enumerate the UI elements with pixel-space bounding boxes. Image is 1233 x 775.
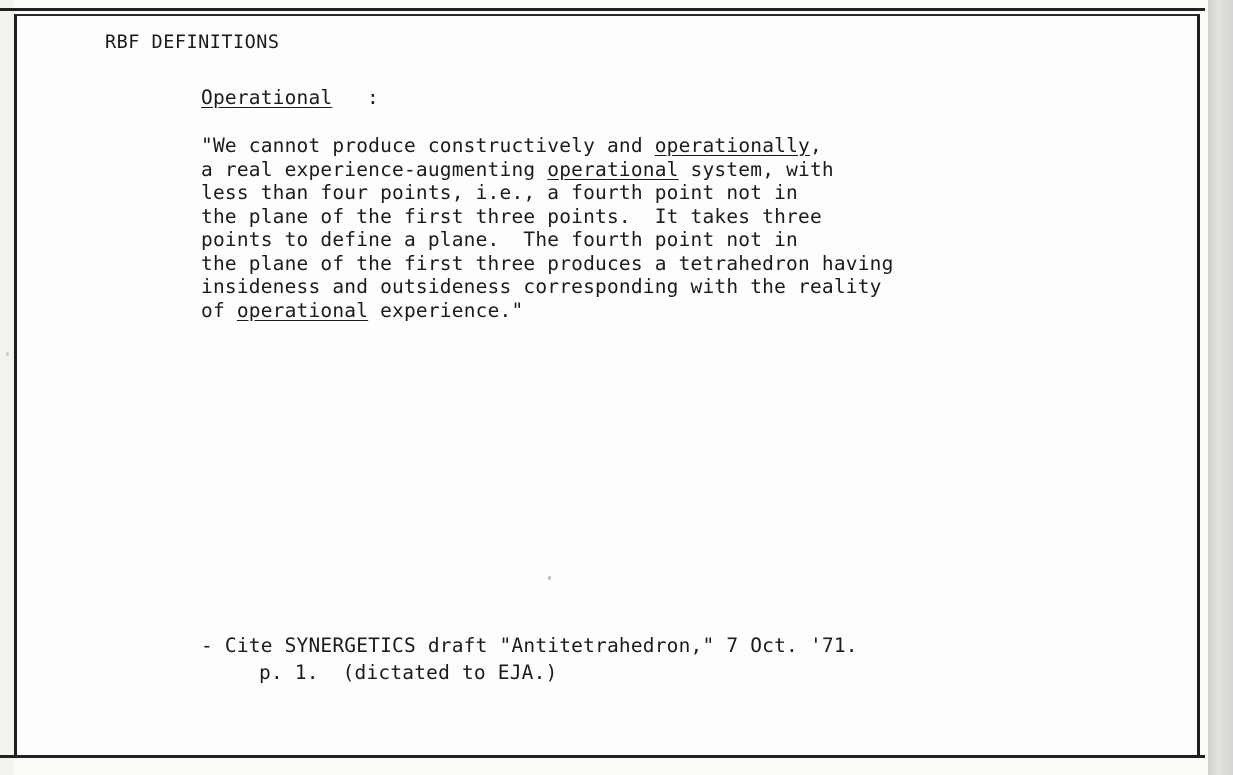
quote-text: insideness and outsideness corresponding with the reality bbox=[201, 275, 882, 298]
quote-line bbox=[201, 299, 894, 323]
paper-speck bbox=[548, 576, 551, 580]
bottom-border-rule bbox=[0, 755, 1205, 758]
quote-line bbox=[201, 181, 894, 205]
quote-text: the plane of the first three points. It takes three bbox=[201, 204, 822, 228]
underlined-word: operational bbox=[236, 298, 369, 322]
quote-text: the plane of the first three produces a tetrahedron having bbox=[201, 251, 894, 275]
paper-speck bbox=[6, 352, 9, 356]
top-border-rule bbox=[0, 8, 1205, 11]
quote-line bbox=[201, 205, 894, 229]
quote-text: system, with bbox=[678, 157, 834, 181]
quote-text: "We cannot produce constructively and bbox=[201, 134, 655, 157]
quote-text: points to define a plane. The fourth point not in bbox=[201, 228, 798, 251]
underlined-word: operationally bbox=[654, 134, 810, 157]
quote-text: of bbox=[201, 298, 237, 322]
underlined-word: operational bbox=[547, 157, 679, 181]
quote-text: less than four points, i.e., a fourth point not in bbox=[201, 181, 798, 204]
citation-line-1: - Cite SYNERGETICS draft "Antitetrahedron," 7 Oct. '71. bbox=[201, 634, 858, 657]
quote-text: , bbox=[809, 134, 822, 157]
citation bbox=[201, 632, 858, 686]
quote-text: experience." bbox=[368, 298, 524, 322]
left-margin bbox=[0, 0, 14, 775]
card-heading: RBF DEFINITIONS bbox=[105, 32, 280, 53]
definition-quote bbox=[201, 134, 894, 322]
right-scan-edge bbox=[1208, 0, 1233, 775]
quote-line bbox=[201, 134, 894, 158]
defined-term: Operational bbox=[201, 86, 333, 109]
quote-line bbox=[201, 275, 894, 299]
quote-text: a real experience-augmenting bbox=[201, 157, 548, 181]
quote-line bbox=[201, 158, 894, 182]
citation-line-2: p. 1. (dictated to EJA.) bbox=[259, 661, 558, 684]
defined-term-colon: : bbox=[367, 86, 379, 109]
quote-line bbox=[201, 228, 894, 252]
quote-line bbox=[201, 252, 894, 276]
